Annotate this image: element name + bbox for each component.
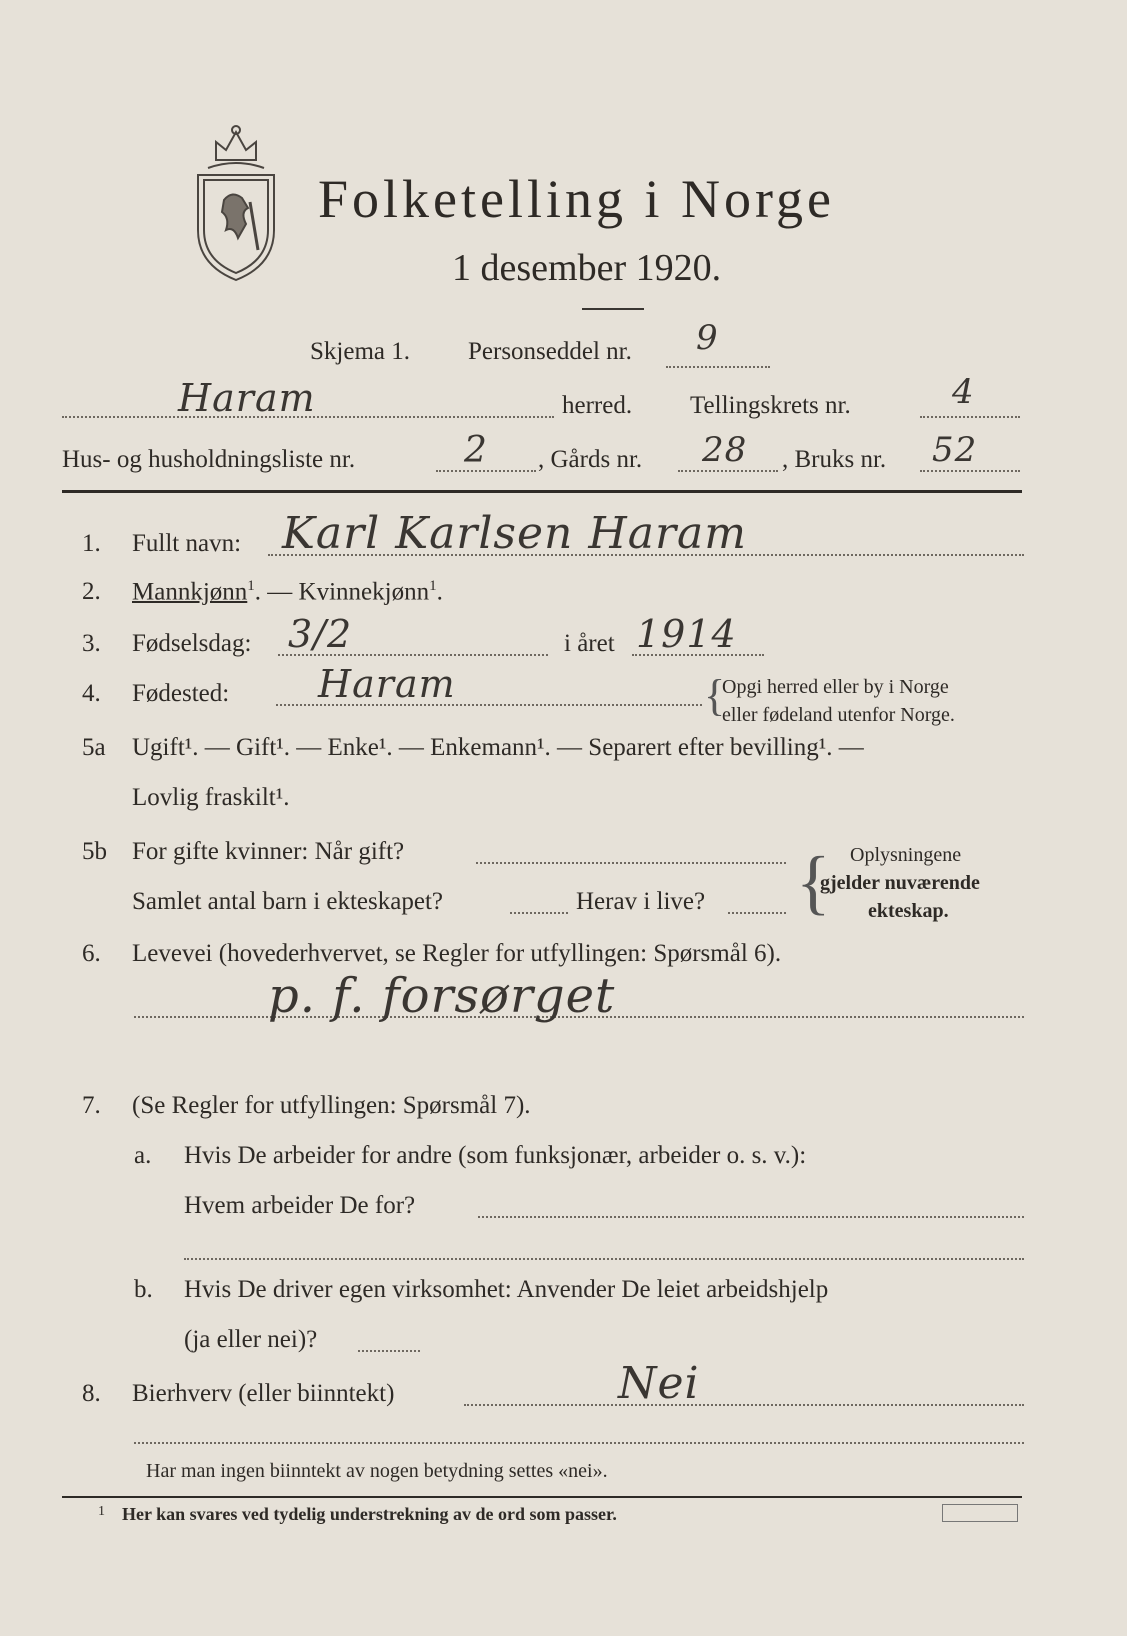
q4-label: Fødested: xyxy=(132,680,230,707)
birth-year-value: 1914 xyxy=(636,612,737,656)
tellingskrets-label: Tellingskrets nr. xyxy=(690,392,851,419)
gender-options: Mannkjønn$^1$. — Kvinnekjønn$^1$. xyxy=(132,578,443,606)
married-when-label: For gifte kvinner: Når gift? xyxy=(132,838,405,865)
children-total-field[interactable] xyxy=(510,912,568,914)
personseddel-label: Personseddel nr. xyxy=(468,338,632,365)
bruks-value: 52 xyxy=(932,430,978,470)
q3-label: Fødselsdag: xyxy=(132,630,252,657)
tellingskrets-value: 4 xyxy=(952,372,975,412)
title-divider xyxy=(582,308,644,310)
q7b-letter: b. xyxy=(134,1276,153,1303)
footnote-number: 1 xyxy=(98,1504,105,1519)
bottom-note: Har man ingen biinntekt av nogen betydning settes «nei». xyxy=(146,1460,608,1482)
personseddel-value: 9 xyxy=(696,318,719,358)
q5a-number: 5a xyxy=(82,734,106,761)
employer-label: Hvem arbeider De for? xyxy=(184,1192,416,1219)
employer-field-extra[interactable] xyxy=(184,1258,1024,1260)
birthday-value: 3/2 xyxy=(288,612,353,656)
marital-status-divorced[interactable]: Lovlig fraskilt¹. xyxy=(132,784,290,811)
occupation-value: p. f. forsørget xyxy=(268,968,616,1024)
birth-year-label: i året xyxy=(564,630,615,657)
q5b-number: 5b xyxy=(82,838,107,865)
marriage-note-brace: { xyxy=(796,842,831,922)
bruks-label: , Bruks nr. xyxy=(782,446,887,473)
footnote-text: Her kan svares ved tydelig understrekning av de ord som passer. xyxy=(122,1504,617,1524)
q4-number: 4. xyxy=(82,680,101,707)
q7b-text: Hvis De driver egen virksomhet: Anvender De leiet arbeidshjelp xyxy=(184,1276,829,1303)
birthplace-brace: { xyxy=(704,671,726,720)
q2-number: 2. xyxy=(82,578,101,605)
gender-male-option[interactable]: Mannkjønn xyxy=(132,578,248,606)
printer-stamp xyxy=(942,1504,1018,1522)
q1-number: 1. xyxy=(82,530,101,557)
gards-value: 28 xyxy=(702,430,748,470)
marriage-note-2: gjelder nuværende xyxy=(820,872,980,894)
marriage-note-1: Oplysningene xyxy=(850,844,962,866)
side-income-field[interactable] xyxy=(464,1404,1024,1406)
herred-value: Haram xyxy=(178,376,316,420)
children-total-label: Samlet antal barn i ekteskapet? xyxy=(132,888,443,915)
gards-label: , Gårds nr. xyxy=(538,446,643,473)
employer-field[interactable] xyxy=(478,1216,1024,1218)
q8-number: 8. xyxy=(82,1380,101,1407)
q1-label: Fullt navn: xyxy=(132,530,242,557)
birthplace-note-2: eller fødeland utenfor Norge. xyxy=(722,704,955,726)
gards-field[interactable] xyxy=(678,470,778,472)
q8-label: Bierhverv (eller biinntekt) xyxy=(132,1380,395,1407)
q7a-letter: a. xyxy=(134,1142,152,1169)
birthplace-note-1: Opgi herred eller by i Norge xyxy=(722,676,949,698)
section-divider xyxy=(62,490,1022,493)
hired-help-field[interactable] xyxy=(358,1350,420,1352)
q3-number: 3. xyxy=(82,630,101,657)
children-alive-label: Herav i live? xyxy=(576,888,706,915)
birthplace-value: Haram xyxy=(318,662,456,706)
hired-help-label: (ja eller nei)? xyxy=(184,1326,318,1353)
herred-label: herred. xyxy=(562,392,633,419)
marriage-note-3: ekteskap. xyxy=(868,900,949,922)
side-income-field-extra[interactable] xyxy=(134,1442,1024,1444)
personseddel-field[interactable] xyxy=(666,366,770,368)
side-income-value: Nei xyxy=(618,1358,700,1409)
q7-number: 7. xyxy=(82,1092,101,1119)
children-alive-field[interactable] xyxy=(728,912,786,914)
q6-label: Levevei (hovederhvervet, se Regler for utfyllingen: Spørsmål 6). xyxy=(132,940,782,967)
footnote-divider xyxy=(62,1496,1022,1498)
gender-female-option[interactable]: Kvinnekjønn xyxy=(298,578,430,606)
tellingskrets-field[interactable] xyxy=(920,416,1020,418)
form-title: Folketelling i Norge xyxy=(318,169,835,229)
form-subtitle: 1 desember 1920. xyxy=(452,247,722,289)
q6-number: 6. xyxy=(82,940,101,967)
q7-label: (Se Regler for utfyllingen: Spørsmål 7). xyxy=(132,1092,531,1119)
coat-of-arms-emblem xyxy=(186,120,286,290)
bruks-field[interactable] xyxy=(920,470,1020,472)
full-name-value: Karl Karlsen Haram xyxy=(282,508,747,559)
gender-end: . xyxy=(436,578,443,606)
married-when-field[interactable] xyxy=(476,862,786,864)
q7a-text: Hvis De arbeider for andre (som funksjonær, arbeider o. s. v.): xyxy=(184,1142,807,1169)
hus-value: 2 xyxy=(464,430,488,471)
gender-separator: . — xyxy=(254,578,299,606)
schema-label: Skjema 1. xyxy=(310,338,410,365)
marital-status-options[interactable]: Ugift¹. — Gift¹. — Enke¹. — Enkemann¹. — Separert efter bevilling¹. — xyxy=(132,734,864,761)
hus-label: Hus- og husholdningsliste nr. xyxy=(62,446,356,473)
